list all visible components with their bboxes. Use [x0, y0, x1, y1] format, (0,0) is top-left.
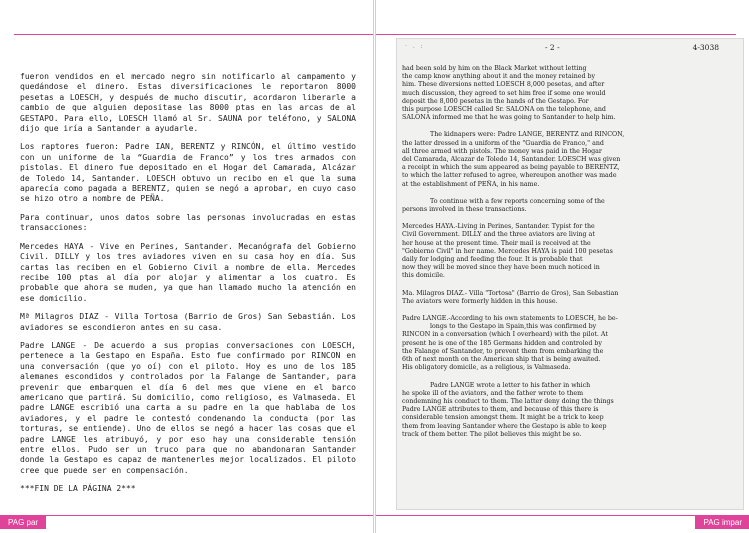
page-tag-even: PAG par — [0, 516, 46, 529]
scan-line: at the establishment of PEÑA, in his name. — [402, 180, 540, 188]
scan-line: this purpose LOESCH called Sr. SALONA on the telephone, and — [402, 106, 606, 114]
scan-line: Mercedes HAYA.-Living in Perines, Santander. Typist for the — [402, 223, 595, 231]
scan-line: had been sold by him on the Black Market without letting — [402, 65, 587, 72]
scan-line: His obligatory domicile, as a religious, is Valmaseda. — [402, 364, 571, 372]
header-rule — [376, 34, 736, 35]
scan-line: SALONA informed me that he was going to Santander to help him. — [402, 114, 616, 122]
footer-rule — [376, 515, 749, 516]
scan-line: Padre LANGE attributes to them, and because of this there is — [402, 406, 599, 414]
translation-text — [20, 72, 356, 503]
scan-paragraph — [402, 382, 744, 439]
scan-line: to which the latter refused to agree, whereupon another was made — [402, 172, 617, 180]
scan-line: persons involved in these transactions. — [402, 206, 527, 214]
scan-line: Padre LANGE wrote a letter to his father in which — [430, 381, 591, 389]
scan-line: Civil Government. DILLY and the three aviators are living at — [402, 231, 595, 239]
scan-paragraph — [402, 223, 744, 280]
scan-line: them from leaving Santander where the Gestapo is able to keep — [402, 422, 607, 430]
scan-paragraph — [402, 65, 744, 122]
scan-line: him. These diversions netted LOESCH 8,000 pesetas, and after — [402, 81, 605, 89]
scan-line: considerable tension amongst them. It might be a trick to keep — [402, 414, 604, 422]
scan-line: now they will be moved since they have been much noticed in — [402, 264, 600, 272]
scan-line: condemning his conduct to them. The latter deny doing the things — [402, 397, 614, 405]
scan-line: RINCON in a conversation (which I overheard) with the pilot. At — [402, 331, 608, 339]
paragraph: fueron vendidos en el mercado negro sin notificarlo al campamento y quedándose el dinero. Estas diversificaciones le reportaron 8000 pesetas a LOESCH, y después de mucho discutir, acordaron liberarle a cambio de que alguien depositase las 8000 ptas en las arcas de al GESTAPO. Para ello, LOESCH llamó al Sr. SAUNA por teléfono, y SALONA dijo que iría a Santander a ayudarle. — [20, 72, 356, 134]
scan-marks: · . : — [405, 43, 425, 50]
scan-line: all three armed with pistols. The money was paid in the Hogar — [402, 147, 602, 155]
scan-body — [402, 65, 744, 448]
scan-line: the Falange of Santander, to prevent them from embarking the — [402, 347, 604, 355]
scanned-document — [396, 38, 744, 510]
scan-line: Ma. Milagros DIAZ.- Villa "Tortosa" (Barrio de Gros), San Sebastian — [402, 289, 619, 297]
scan-line: To continue with a few reports concerning some of the — [430, 197, 605, 205]
scan-line: track of them better. The pilot believes this might be so. — [402, 430, 582, 438]
scan-header — [397, 43, 743, 55]
scan-line: daily for lodging and feeding the four. It is probable that — [402, 256, 583, 264]
left-page — [0, 0, 374, 533]
scan-paragraph — [402, 290, 744, 306]
scan-line: present he is one of the 185 Germans hidden and controled by — [402, 339, 602, 347]
page-end-marker: ***FIN DE LA PÁGINA 2*** — [20, 484, 136, 494]
paragraph: Los raptores fueron: Padre IAN, BERENTZ y RINCÓN, el último vestido con un uniforme de la “Guardia de Franco” y los tres armados con pistolas. El dinero fue depositado en el Hogar del Camarada, Alcázar de Toledo 14, Santander. LOESCH obtuvo un recibo en el que la suma aparecía como pagada a BERENTZ, quien se negó a aprobar, en cuyo caso se hizo otro a nombre de PEÑA. — [20, 142, 356, 204]
header-rule — [14, 34, 373, 35]
scan-line: this domicile. — [402, 272, 445, 280]
paragraph: Padre LANGE - De acuerdo a sus propias conversaciones con LOESCH, pertenece a la Gestapo en España. Esto fue confirmado por RINCON en una conversación (que yo oí) con el piloto. Hoy es uno de los 185 alemanes escondidos y controlados por la Falange de Santander, para prevenir que embarquen el día 6 del mes que viene en el barco americano que partirá. Su domicilio, como religioso, es Valmaseda. El padre LANGE escribió una carta a su padre en la que hablaba de los aviadores, y el padre le contestó condenando la conducta (por las torturas, se entiende). Uno de ellos se negó a hacer las cosas que el padre LANGE les atribuyó, y por eso hay una considerable tensión entre ellos. Pudo ser un truco para que no abandonaran Santander donde la Gestapo es capaz de mantenerles mejor localizados. El piloto cree que puede ser en compensación. — [20, 340, 356, 475]
footer-rule — [0, 515, 373, 516]
scan-line: longs to the Gestapo in Spain,this was confirmed by — [430, 323, 597, 331]
scan-page-number: - 2 - — [545, 43, 560, 52]
page-tag-odd: PAG impar — [695, 516, 749, 529]
paragraph: Mercedes HAYA - Vive en Perines, Santander. Mecanógrafa del Gobierno Civil. DILLY y los tres aviadores viven en su casa hoy en día. Sus cartas las reciben en el Gobierno Civil a nombre de ella. Mercedes recibe 100 ptas al día por alojar y alimentar a los cuatro. Es probable que ahora se muden, ya que han llamado mucho la atención en ese domicilio. — [20, 241, 356, 303]
scan-document-id: 4-3038 — [692, 43, 719, 52]
scan-line: the camp know anything about it and the money retained by — [402, 73, 596, 81]
scan-line: del Camarada, Alcazar de Toledo 14, Santander. LOESCH was given — [402, 156, 621, 164]
scan-line: Padre LANGE.-According to his own statements to LOESCH, he be- — [402, 315, 618, 323]
paragraph: Para continuar, unos datos sobre las personas involucradas en estas transacciones: — [20, 212, 356, 233]
scan-line: he spoke ill of the aviators, and the father wrote to them — [402, 389, 584, 397]
scan-paragraph — [402, 198, 744, 214]
scan-line: her house at the present time. Their mail is received at the — [402, 239, 591, 247]
scan-line: "Gobierno Civil" in her name. Mercedes HAYA is paid 100 pesetas — [402, 247, 613, 255]
scan-line: The kidnapers were: Padre LANGE, BERENTZ and RINCON, — [430, 131, 625, 139]
scan-line: the latter dressed in a uniform of the "Guardia de Franco," and — [402, 139, 604, 147]
scan-line: deposit the 8,000 pesetas in the hands of the Gestapo. For — [402, 97, 589, 105]
right-page — [375, 0, 749, 533]
scan-paragraph — [402, 131, 744, 188]
scan-line: The aviators were formerly hidden in this house. — [402, 297, 558, 305]
paragraph: Mª Milagros DIAZ - Villa Tortosa (Barrio de Gros) San Sebastián. Los aviadores se escondieron antes en su casa. — [20, 312, 356, 332]
scan-line: a receipt in which the sum appeared as being payable to BERENTZ, — [402, 164, 620, 172]
scan-line: 6th of next month on the American ship that is being awaited. — [402, 356, 601, 364]
scan-paragraph — [402, 315, 744, 372]
scan-line: much discussion, they agreed to set him free if some one would — [402, 89, 606, 97]
